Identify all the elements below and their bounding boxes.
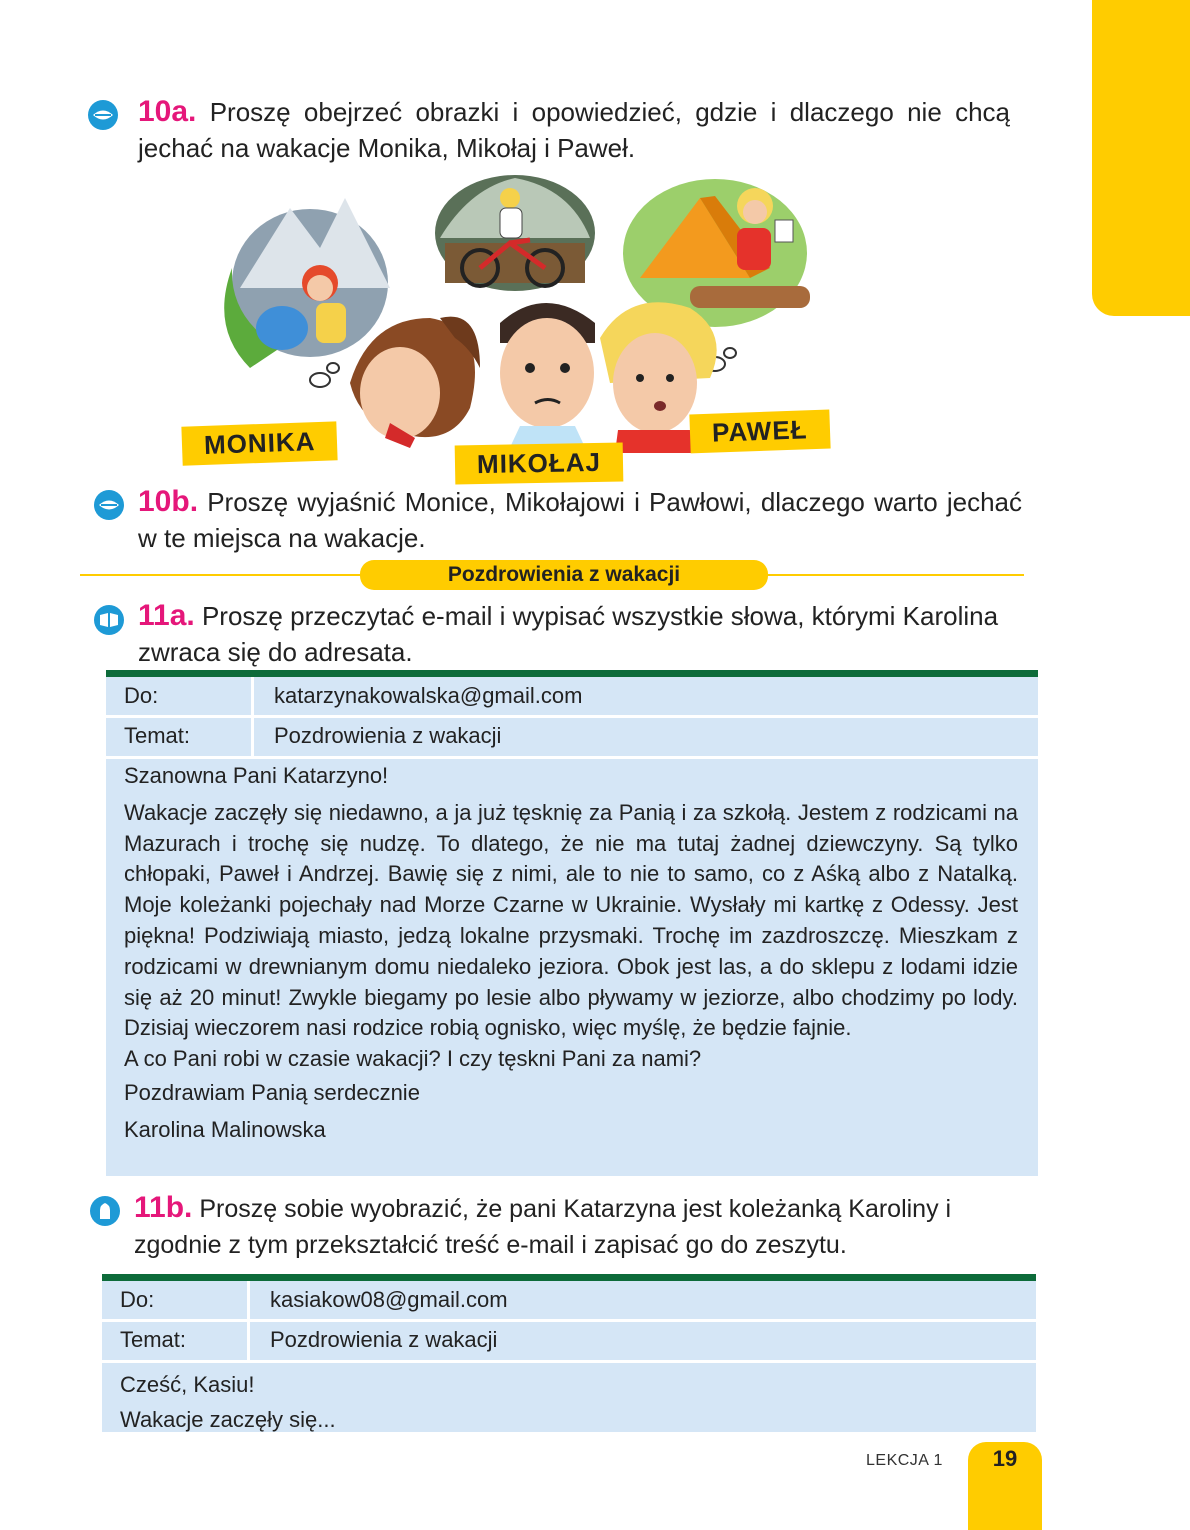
task-instruction: Proszę wyjaśnić Monice, Mikołajowi i Pawłowi, dlaczego warto jechać w te miejsca na wakacje. [138, 487, 1022, 553]
section-title: Pozdrowienia z wakacji [360, 560, 768, 590]
task-number: 10b. [138, 485, 199, 518]
to-label: Do: [120, 1287, 155, 1312]
email-subject-row [106, 717, 1038, 755]
task-instruction: Proszę sobie wyobrazić, że pani Katarzyna jest koleżanką Karoliny i zgodnie z tym przekształcić treść e-mail i zapisać go do zeszytu. [134, 1195, 952, 1259]
page-number: 19 [992, 1446, 1018, 1471]
task-10b [138, 484, 1022, 556]
email-body [120, 1370, 1016, 1436]
email-signature: Karolina Malinowska [124, 1116, 326, 1142]
email-paragraph: Wakacje zaczęły się niedawno, a ja już tęsknię za Panią i za szkołą. Jestem z rodzicami na Mazurach i trochę się nudzę. To dlatego, że nie ma tutaj żadnej dziewczyny. Są tylko chłopaki, Paweł i Andrzej. Bawię się z nimi, ale to nie to samo, co z Aśką albo z Natalką. Moje koleżanki pojechały nad Morze Czarne w Ukrainie. Wysłały mi kartkę z Odessy. Jest piękna! Podziwiają miasto, jedzą lokalne przysmaki. Trochę im zazdroszczę. Mieszkam z rodzicami w drewnianym domu niedaleko jeziora. Obok jest las, a do sklepu z lodami idzie się aż 20 minut! Zwykle biegamy po lesie albo pływamy w jeziorze, albo chodzimy po lody. Dzisiaj wieczorem nasi rodzice robią ognisko, więc myślę, że będzie fajnie. [124, 799, 1018, 1041]
open-book-icon [94, 605, 124, 635]
writing-hand-icon [90, 1196, 120, 1226]
column-divider [251, 677, 254, 756]
task-number: 10a. [138, 95, 197, 128]
to-label: Do: [124, 683, 159, 708]
task-number: 11b. [134, 1191, 193, 1224]
subject-label: Temat: [124, 723, 191, 748]
task-number: 11a. [138, 599, 195, 632]
lesson-label: LEKCJA 1 [866, 1452, 943, 1469]
email-body [124, 761, 1018, 1146]
email-subject-row [102, 1321, 1036, 1359]
email-to-row [106, 677, 1038, 715]
speech-lips-icon [94, 490, 124, 520]
email-karolina [106, 670, 1038, 1176]
task-instruction: Proszę przeczytać e-mail i wypisać wszystkie słowa, którymi Karolina zwraca się do adresata. [138, 601, 999, 667]
email-start: Wakacje zaczęły się... [120, 1406, 336, 1432]
email-header-bar [106, 670, 1038, 677]
subject-value: Pozdrowienia z wakacji [270, 1327, 498, 1352]
task-11b [134, 1190, 1044, 1263]
name-tag-mikolaj: MIKOŁAJ [455, 443, 624, 485]
email-closing: Pozdrawiam Panią serdecznie [124, 1079, 420, 1105]
speech-lips-icon [88, 100, 118, 130]
email-header-bar [102, 1274, 1036, 1281]
subject-value: Pozdrowienia z wakacji [274, 723, 502, 748]
email-greeting: Szanowna Pani Katarzyno! [124, 763, 389, 788]
row-divider [102, 1360, 1036, 1363]
task-instruction: Proszę obejrzeć obrazki i opowiedzieć, gdzie i dlaczego nie chcą jechać na wakacje Monika, Mikołaj i Paweł. [138, 97, 1010, 163]
to-value: kasiakow08@gmail.com [270, 1287, 508, 1312]
chapter-side-tab [1092, 0, 1190, 316]
email-to-row [102, 1281, 1036, 1319]
row-divider [106, 756, 1038, 759]
email-kasia [102, 1274, 1036, 1432]
vacation-illustration [170, 168, 860, 478]
name-tag-pawel: PAWEŁ [689, 410, 830, 454]
column-divider [247, 1281, 250, 1360]
task-10a [138, 94, 1010, 166]
name-tag-monika: MONIKA [181, 421, 338, 465]
email-greeting: Cześć, Kasiu! [120, 1372, 255, 1397]
subject-label: Temat: [120, 1327, 187, 1352]
to-value: katarzynakowalska@gmail.com [274, 683, 583, 708]
email-question: A co Pani robi w czasie wakacji? I czy tęskni Pani za nami? [124, 1046, 702, 1072]
task-11a [138, 598, 1028, 670]
